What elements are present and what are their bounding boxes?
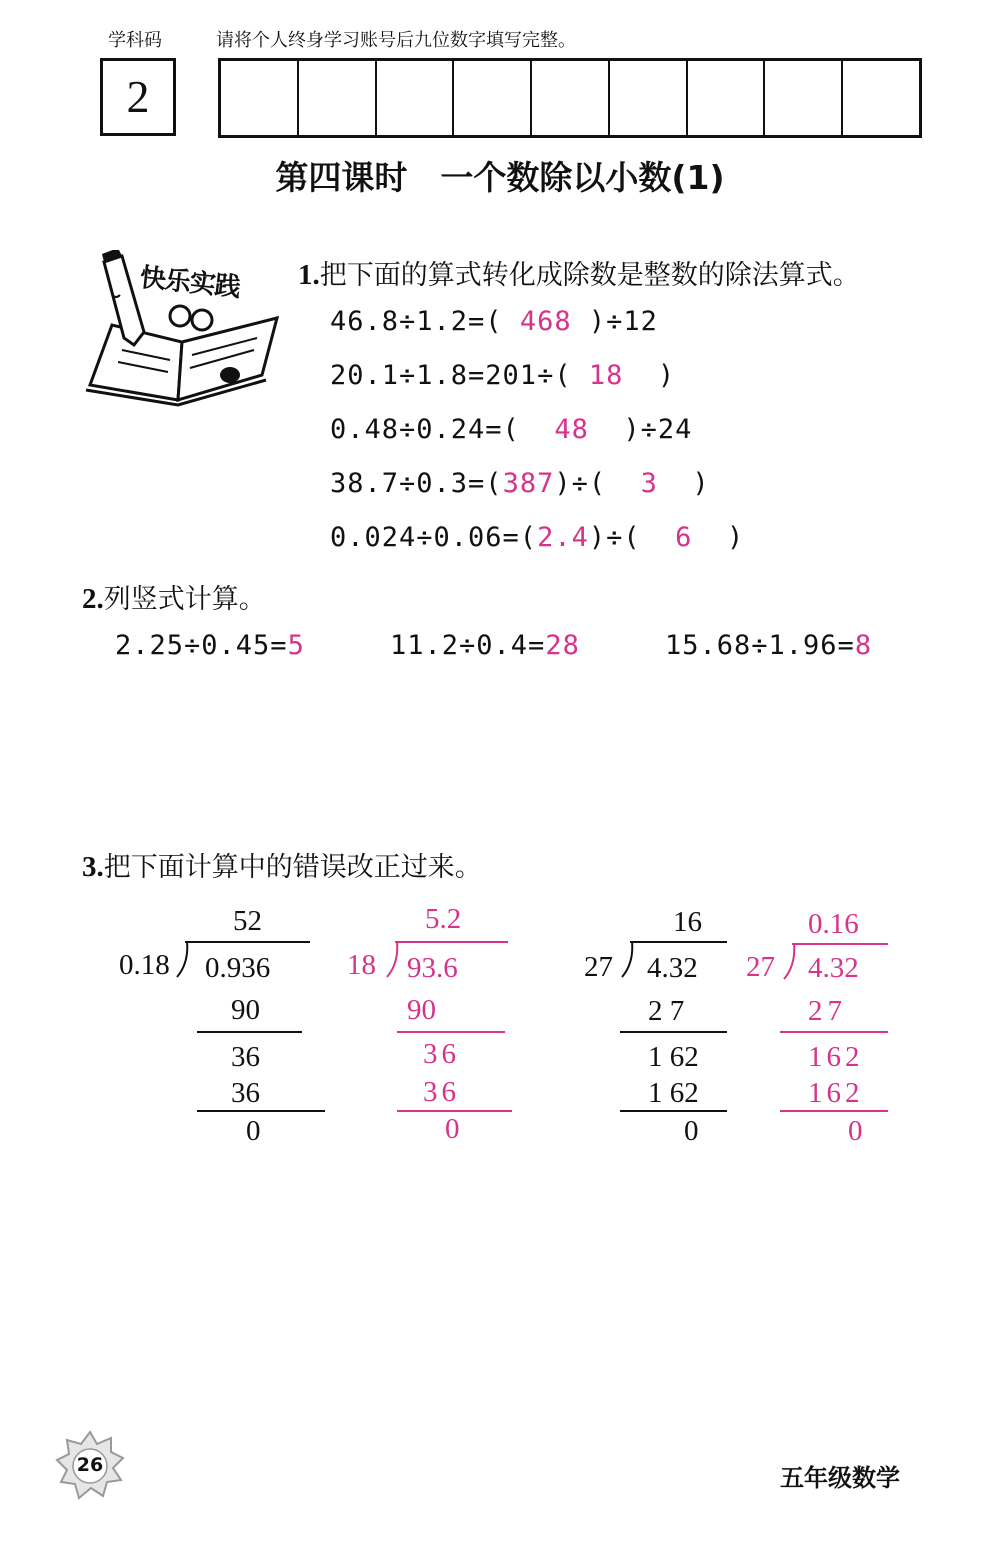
q1-expr: 46.8÷1.2=( [330,306,503,337]
q3-prompt [82,845,482,884]
subtraction-line [780,1031,888,1033]
q1-answer[interactable]: 2.4 [537,522,589,553]
q1-row [330,522,744,553]
q2-expr: 15.68÷1.96= [665,630,855,661]
account-digit-box[interactable] [377,61,455,135]
subject-code-box: 2 [100,58,176,136]
account-digit-box[interactable] [688,61,766,135]
quotient[interactable]: 0.16 [808,908,859,940]
long-division-wrong-2 [580,900,735,1150]
q2-item [115,630,305,661]
step-product: 1 62 [648,1077,699,1109]
step-product[interactable]: 36 [423,1076,460,1108]
q2-answer[interactable]: 5 [287,630,305,661]
remainder[interactable]: 0 [848,1115,863,1147]
account-instruction: 请将个人终身学习账号后九位数字填写完整。 [216,30,576,51]
step-product[interactable]: 162 [808,1077,864,1109]
q1-expr: )÷24 [623,414,693,445]
step-product: 36 [231,1077,260,1109]
q1-expr: ) [692,468,710,499]
subtraction-line [780,1110,888,1112]
q1-answer[interactable]: 3 [640,468,658,499]
account-digit-box[interactable] [299,61,377,135]
q1-row [330,468,710,499]
q3-number: 3. [82,851,104,883]
q1-text: 把下面的算式转化成除数是整数的除法算式。 [319,260,860,291]
q1-expr: ) [657,360,676,391]
q1-expr: )÷( [588,522,641,553]
dividend: 4.32 [647,952,698,984]
division-bar [792,943,888,945]
q1-answer[interactable]: 48 [554,414,589,445]
q2-answer[interactable]: 8 [854,630,873,661]
q1-expr: 0.024÷0.06=( [330,522,538,553]
happy-practice-badge: 快乐实践 [138,262,242,304]
division-bracket-icon [620,941,634,979]
q2-text: 列竖式计算。 [103,584,266,615]
q2-answer[interactable]: 28 [545,630,580,661]
q1-answer[interactable]: 387 [502,468,555,499]
account-digit-box[interactable] [765,61,843,135]
long-division-wrong-1 [115,900,330,1150]
division-bar [630,941,727,943]
division-bar [395,941,508,943]
subtraction-line [197,1031,302,1033]
quotient[interactable]: 5.2 [425,903,462,935]
account-digit-box[interactable] [221,61,299,135]
step-remainder[interactable]: 36 [423,1038,460,1070]
account-digit-box[interactable] [610,61,688,135]
q1-number: 1. [298,259,320,291]
subtraction-line [620,1031,727,1033]
q1-answer[interactable]: 18 [588,360,624,391]
step-remainder: 36 [231,1041,260,1073]
q1-expr: )÷12 [588,306,658,337]
divisor: 27 [584,951,613,983]
q2-number: 2. [82,583,104,615]
step-remainder: 1 62 [648,1041,699,1073]
q1-prompt [298,253,860,292]
remainder: 0 [684,1115,699,1147]
step-product: 2 7 [648,995,685,1027]
book-label: 五年级数学 [780,1464,900,1492]
account-digit-box[interactable] [532,61,610,135]
account-digit-box[interactable] [843,61,919,135]
q1-row [330,414,692,445]
step-remainder[interactable]: 162 [808,1041,864,1073]
step-product: 90 [231,994,260,1026]
quotient: 52 [233,905,262,937]
account-digit-box[interactable] [454,61,532,135]
q1-answer[interactable]: 6 [675,522,693,553]
subtraction-line [197,1110,325,1112]
q1-row [330,360,675,391]
step-product[interactable]: 90 [407,994,436,1026]
account-number-boxes [218,58,922,138]
dividend: 0.936 [205,952,271,984]
dividend[interactable]: 93.6 [407,952,458,984]
q1-answer[interactable]: 468 [519,306,572,337]
q2-prompt [82,577,266,616]
page-number-badge [55,1430,125,1500]
q1-expr: )÷( [554,468,607,499]
q1-expr: 38.7÷0.3=( [330,468,503,499]
long-division-fix-2 [742,900,900,1150]
division-bracket-icon [175,941,189,979]
subject-code-label: 学科码 [108,30,162,51]
q2-expr: 2.25÷0.45= [115,630,288,661]
happy-practice-illustration [82,250,287,410]
q1-row [330,306,658,337]
division-bracket-icon [782,943,796,981]
q1-expr: ) [726,522,745,553]
subtraction-line [397,1031,505,1033]
dividend[interactable]: 4.32 [808,952,859,984]
division-bracket-icon [385,941,399,979]
remainder: 0 [246,1115,261,1147]
q2-expr: 11.2÷0.4= [390,630,546,661]
subtraction-line [620,1110,727,1112]
q3-text: 把下面计算中的错误改正过来。 [103,852,482,883]
lesson-title: 第四课时 一个数除以小数(1) [275,158,725,197]
long-division-fix-1 [345,900,520,1150]
divisor[interactable]: 18 [347,949,376,981]
remainder[interactable]: 0 [445,1113,460,1145]
quotient: 16 [673,906,702,938]
divisor[interactable]: 27 [746,951,775,983]
divisor: 0.18 [119,949,170,981]
q1-expr: 20.1÷1.8=201÷( [330,360,572,391]
subtraction-line [397,1110,512,1112]
page-number: 26 [76,1454,104,1476]
division-bar [185,941,310,943]
step-product[interactable]: 27 [808,995,847,1027]
q2-item [665,630,872,661]
q1-expr: 0.48÷0.24=( [330,414,520,445]
q2-item [390,630,580,661]
